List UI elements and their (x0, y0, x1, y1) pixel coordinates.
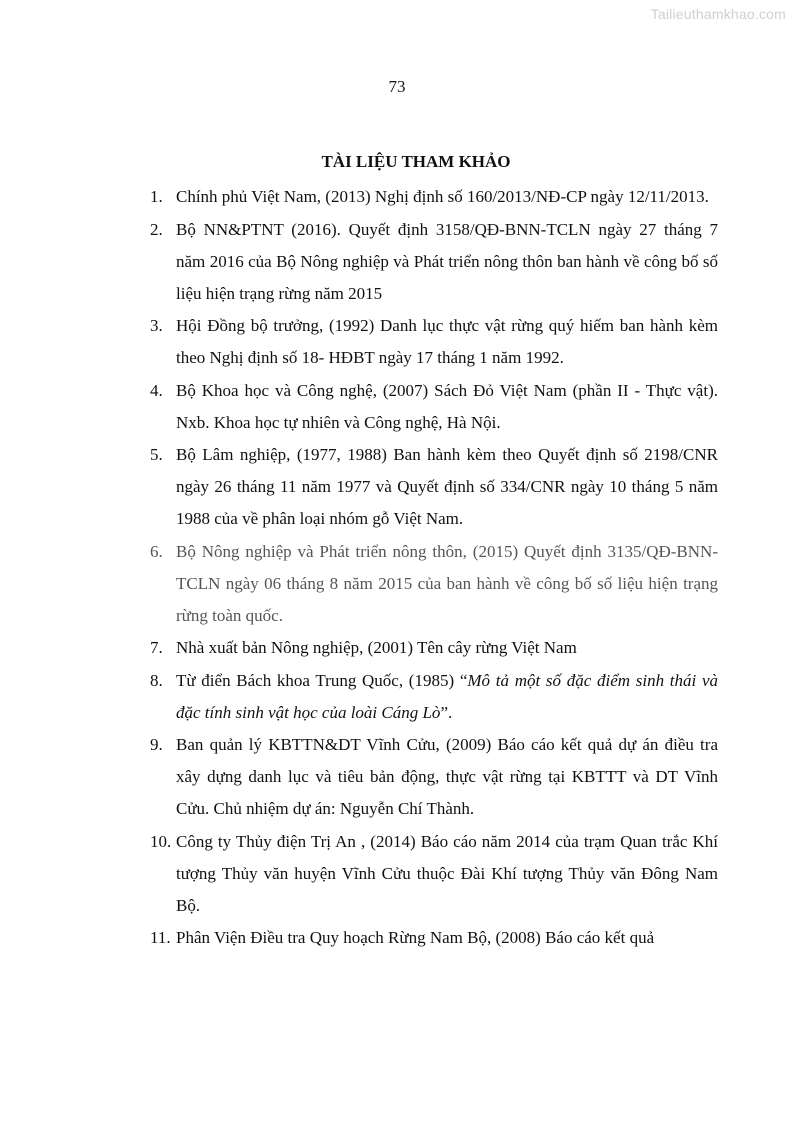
reference-number: 8. (150, 670, 163, 690)
reference-text: Chính phủ Việt Nam, (2013) Nghị định số 160/2013/NĐ-CP ngày 12/11/2013. (176, 187, 709, 206)
reference-text: Bộ NN&PTNT (2016). Quyết định 3158/QĐ-BNN-TCLN ngày 27 tháng 7 năm 2016 của Bộ Nông nghiệp và Phát triển nông thôn ban hành về công bố số liệu hiện trạng rừng năm 2015 (176, 219, 718, 303)
reference-text: Hội Đồng bộ trưởng, (1992) Danh lục thực vật rừng quý hiếm ban hành kèm theo Nghị định số 18- HĐBT ngày 17 tháng 1 năm 1992. (176, 316, 718, 367)
reference-text: Nhà xuất bản Nông nghiệp, (2001) Tên cây rừng Việt Nam (176, 638, 577, 657)
reference-item (150, 922, 718, 954)
reference-text-italic: Mô tả một số đặc điểm sinh thái và đặc tính sinh vật học của loài Cáng Lò (176, 670, 718, 722)
reference-item (150, 214, 718, 310)
reference-list (150, 181, 718, 955)
reference-item (150, 439, 718, 535)
reference-text: Công ty Thủy điện Trị An , (2014) Báo cáo năm 2014 của trạm Quan trắc Khí tượng Thủy văn huyện Vĩnh Cửu thuộc Đài Khí tượng Thủy văn Đông Nam Bộ. (176, 831, 718, 915)
reference-number: 10. (150, 831, 172, 851)
reference-text: Bộ Khoa học và Công nghệ, (2007) Sách Đỏ Việt Nam (phần II - Thực vật). Nxb. Khoa học tự nhiên và Công nghệ, Hà Nội. (176, 380, 718, 432)
reference-text: Ban quản lý KBTTN&DT Vĩnh Cửu, (2009) Báo cáo kết quả dự án điều tra xây dựng danh lục và tiêu bản động, thực vật rừng tại KBTTT và DT Vĩnh Cửu. Chủ nhiệm dự án: Nguyễn Chí Thành. (176, 735, 718, 818)
reference-item (150, 665, 718, 729)
reference-number: 3. (150, 316, 163, 335)
reference-number: 5. (150, 445, 163, 464)
reference-item (150, 310, 718, 374)
reference-number: 9. (150, 735, 163, 754)
reference-item (150, 729, 718, 825)
reference-item (150, 826, 718, 922)
reference-text: Phân Viện Điều tra Quy hoạch Rừng Nam Bộ, (2008) Báo cáo kết quả (176, 928, 655, 947)
reference-item (150, 375, 718, 439)
reference-number: 2. (150, 219, 163, 239)
watermark: Tailieuthamkhao.com (650, 6, 786, 22)
reference-number: 11. (150, 928, 171, 947)
reference-number: 7. (150, 638, 163, 657)
reference-number: 4. (150, 380, 163, 400)
reference-text: Bộ Lâm nghiệp, (1977, 1988) Ban hành kèm theo Quyết định số 2198/CNR ngày 26 tháng 11 năm 1977 và Quyết định số 334/CNR ngày 10 tháng 5 năm 1988 của về phân loại nhóm gỗ Việt Nam. (176, 445, 718, 528)
reference-item (150, 536, 718, 632)
reference-item (150, 632, 718, 664)
page-number: 73 (388, 77, 406, 96)
reference-number: 6. (150, 541, 163, 561)
reference-number: 1. (150, 187, 163, 206)
reference-item (150, 181, 718, 213)
reference-text-after: ”. (440, 702, 453, 722)
reference-text: Bộ Nông nghiệp và Phát triển nông thôn, (2015) Quyết định 3135/QĐ-BNN-TCLN ngày 06 tháng 8 năm 2015 của ban hành về công bố số liệu hiện trạng rừng toàn quốc. (176, 541, 718, 625)
reference-text (176, 665, 718, 729)
page-title: TÀI LIỆU THAM KHẢO (321, 152, 511, 171)
reference-text-before: Từ điển Bách khoa Trung Quốc, (1985) “ (176, 670, 468, 690)
